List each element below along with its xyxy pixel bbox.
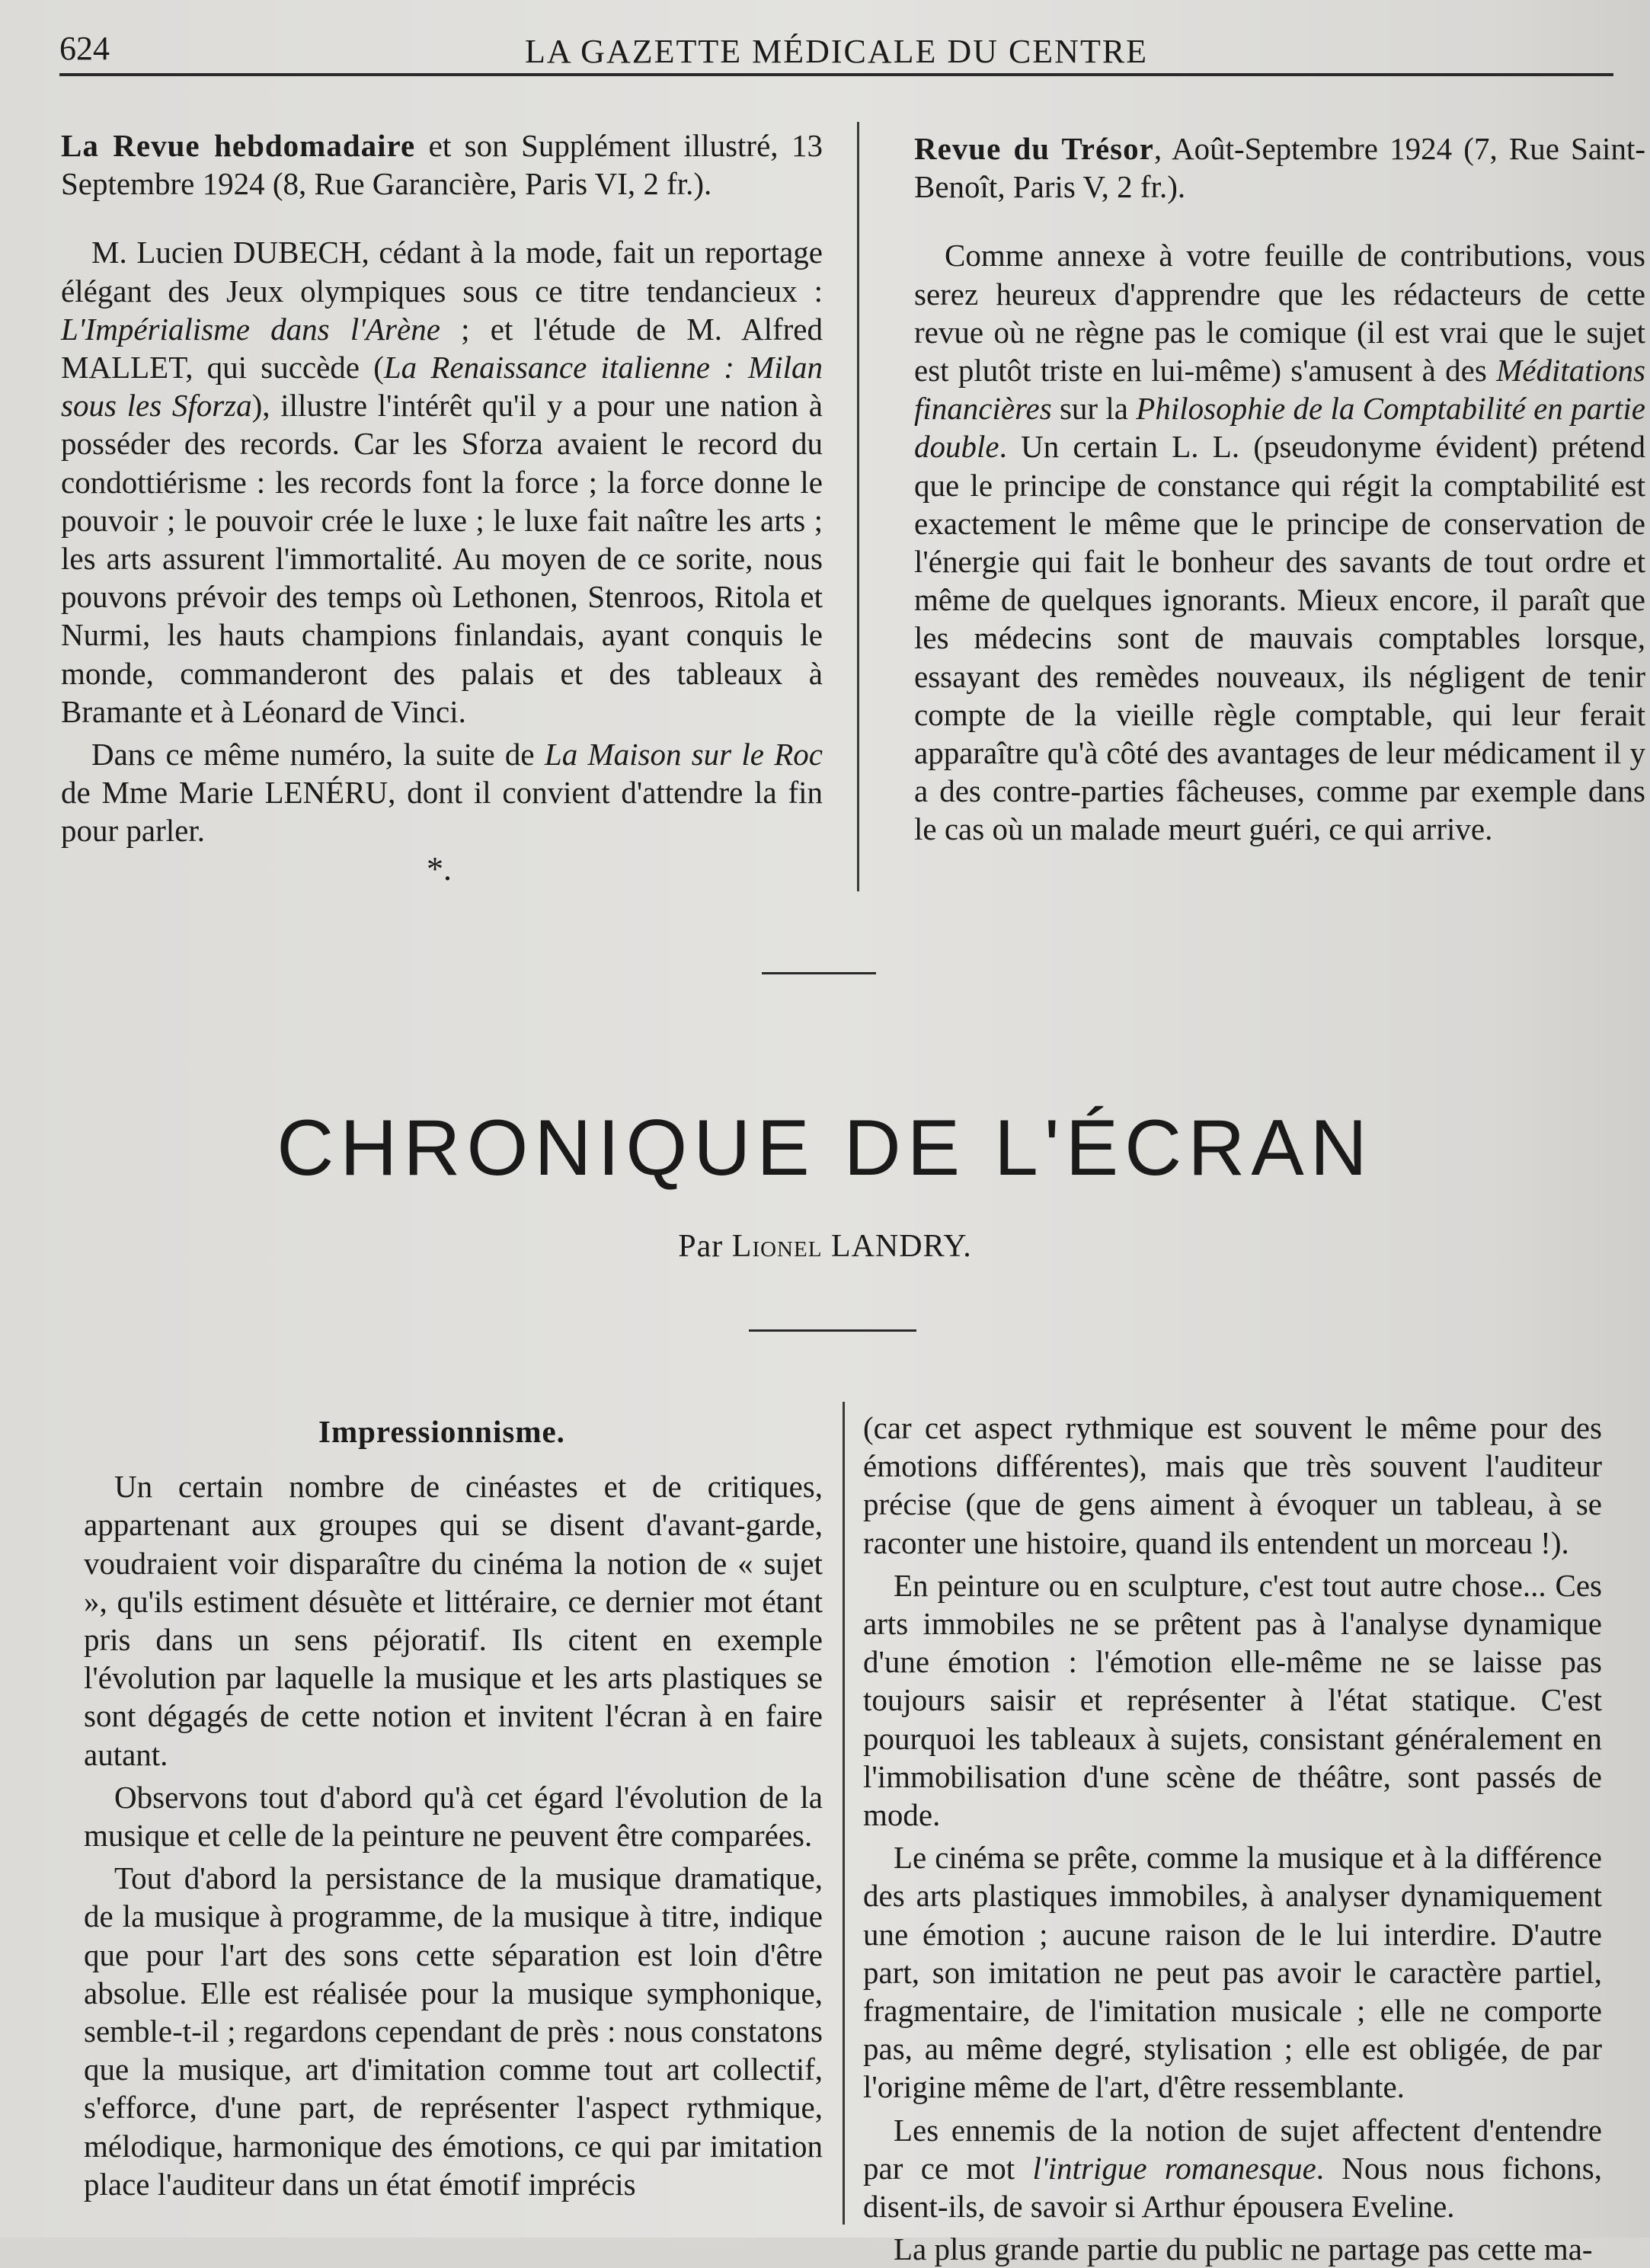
text-run: . Un certain L. L. (pseudonyme évident) prétend que le principe de constance qui régit la comptabilité est exactement le même que le principe de conservation de l'énergie qui fait le bonheur des savants de tout ordre et même de quelques ignorants. Mieux encore, il paraît que les médecins sont de mauvais comptables lorsque, essayant des remèdes nouveaux, ils négligent de tenir compte de la vieille règle comptable, qui leur ferait apparaître qu'à côté des avantages de leur médicament il y a des contre-parties fâcheuses, comme par exemple dans le cas où un malade meurt guéri, ce qui arrive. — [914, 429, 1645, 847]
text-run: sur la — [1051, 391, 1137, 427]
page-number: 624 — [59, 30, 110, 67]
left-review-title: La Revue hebdomadaire — [61, 128, 416, 163]
byline — [0, 1228, 1650, 1265]
page-header — [59, 29, 1613, 76]
chronicle-paragraph-2: Observons tout d'abord qu'à cet égard l'évolution de la musique et celle de la peinture ne peuvent être comparées. — [84, 1779, 823, 1854]
column-divider-top — [857, 122, 859, 891]
right-review-column — [914, 130, 1645, 849]
chronicle-paragraph-6: Le cinéma se prête, comme la musique et à la différence des arts plastiques immobiles, à analyser dynamiquement une émotion ; aucune raison de le lui interdire. D'autre part, son imitation ne peut pas avoir le caractère partiel, fragmentaire, de l'imitation musicale ; elle ne comporte pas, au même degré, stylisation ; elle est obligée, de par l'origine même de l'art, d'être ressemblante. — [863, 1840, 1602, 2105]
left-review-column — [61, 126, 823, 850]
italic-run: L'Impérialisme dans l'Arène — [61, 311, 440, 347]
section-rule-top — [762, 972, 876, 974]
section-heading: Impressionnisme. — [318, 1414, 565, 1449]
chronicle-paragraph-5: En peinture ou en sculpture, c'est tout autre chose... Ces arts immobiles ne se prêtent pas à l'analyse dynamique d'une émotion : l'émotion elle-même ne se laisse pas toujours saisir et représenter à l'état statique. C'est pourquoi les tableaux à sujets, consistant généralement en l'immobilisation d'une scène de théâtre, sont passés de mode. — [863, 1567, 1602, 1833]
section-rule-bottom — [749, 1329, 916, 1332]
right-review-paragraph-1 — [914, 236, 1645, 848]
italic-run: La Maison sur le Roc — [544, 737, 823, 773]
left-review-title-tail: et son Supplément illustré, 13 Septembre 1924 (8, Rue Garancière, Paris VI, 2 fr.). — [61, 128, 823, 202]
text-run: . Nous nous fichons, disent-ils, de savoir si Arthur épousera Eveline. — [863, 2150, 1602, 2225]
italic-run: Méditations financières — [914, 353, 1645, 427]
text-run: Comme annexe à votre feuille de contributions, vous serez heureux d'apprendre que les rédacteurs de cette revue où ne règne pas le comique (il est vrai que le sujet est plutôt triste en lui-même) s'amusent à des — [914, 238, 1645, 389]
right-review-title-tail: , Août-Septembre 1924 (7, Rue Saint-Benoît, Paris V, 2 fr.). — [914, 131, 1645, 205]
chronicle-column-right — [863, 1409, 1602, 2268]
chronicle-paragraph-8: La plus grande partie du public ne partage pas cette ma- — [894, 2231, 1593, 2267]
chronicle-paragraph-4: (car cet aspect rythmique est souvent le même pour des émotions différentes), mais que très souvent l'auditeur précise (que de gens aiment à évoquer un tableau, à se raconter une histoire, quand ils entendent un morceau !). — [863, 1410, 1602, 1560]
ornament: *. — [427, 850, 452, 888]
italic-run: l'intrigue romanesque — [1032, 2150, 1316, 2186]
left-review-paragraph-1 — [61, 233, 823, 731]
text-run: Dans ce même numéro, la suite de — [91, 737, 545, 773]
text-run: Les ennemis de la notion de sujet affectent d'entendre par ce mot — [863, 2112, 1602, 2186]
right-review-heading — [914, 130, 1645, 206]
chronicle-paragraph-1: Un certain nombre de cinéastes et de critiques, appartenant aux groupes qui se disent d'avant-garde, voudraient voir disparaître du cinéma la notion de « sujet », qu'ils estiment désuète et littéraire, ce dernier mot étant pris dans un sens péjoratif. Ils citent en exemple l'évolution par laquelle la musique et les arts plastiques se sont dégagés de cette notion et invitent l'écran à en faire autant. — [84, 1469, 823, 1772]
right-review-title: Revue du Trésor — [914, 131, 1154, 166]
column-divider-bottom — [843, 1402, 845, 2225]
left-review-paragraph-2 — [61, 735, 823, 850]
left-review-heading — [61, 126, 823, 203]
byline-par: Par — [678, 1229, 724, 1264]
italic-run: Philosophie de la Comptabilité en partie double — [914, 391, 1646, 465]
italic-run: La Renaissance italienne : Milan sous les Sforza — [61, 350, 823, 424]
byline-last-name: LANDRY. — [830, 1229, 972, 1264]
chronicle-title: CHRONIQUE DE L'ÉCRAN — [277, 1104, 1373, 1192]
chronicle-paragraph-7 — [863, 2111, 1602, 2226]
text-run: ; et l'étude de M. Alfred MALLET, qui succède ( — [61, 311, 823, 385]
running-title: LA GAZETTE MÉDICALE DU CENTRE — [524, 33, 1149, 70]
text-run: de Mme Marie LENÉRU, dont il convient d'attendre la fin pour parler. — [61, 775, 823, 849]
text-run: M. Lucien DUBECH, cédant à la mode, fait un reportage élégant des Jeux olympiques sous ce titre tendancieux : — [61, 235, 823, 309]
chronicle-column-left — [84, 1412, 823, 2203]
text-run: ), illustre l'intérêt qu'il y a pour une nation à posséder des records. Car les Sforza avaient le record du condottiérisme : les records font la force ; la force donne le pouvoir ; le pouvoir crée le luxe ; le luxe fait naître les arts ; les arts assurent l'immortalité. Au moyen de ce sorite, nous pouvons prévoir des temps où Lethonen, Stenroos, Ritola et Nurmi, les hauts champions finlandais, ayant conquis le monde, commanderont des palais et des tableaux à Bramante et à Léonard de Vinci. — [61, 388, 823, 729]
chronicle-paragraph-3: Tout d'abord la persistance de la musique dramatique, de la musique à programme, de la musique à titre, indique que pour l'art des sons cette séparation est loin d'être absolue. Elle est réalisée pour la musique symphonique, semble-t-il ; regardons cependant de près : nous constatons que la musique, art d'imitation comme tout art collectif, s'efforce, d'une part, de représenter l'aspect rythmique, mélodique, harmonique des émotions, ce qui par imitation place l'auditeur dans un état émotif imprécis — [84, 1860, 823, 2202]
byline-first-name: Lionel — [731, 1229, 823, 1264]
